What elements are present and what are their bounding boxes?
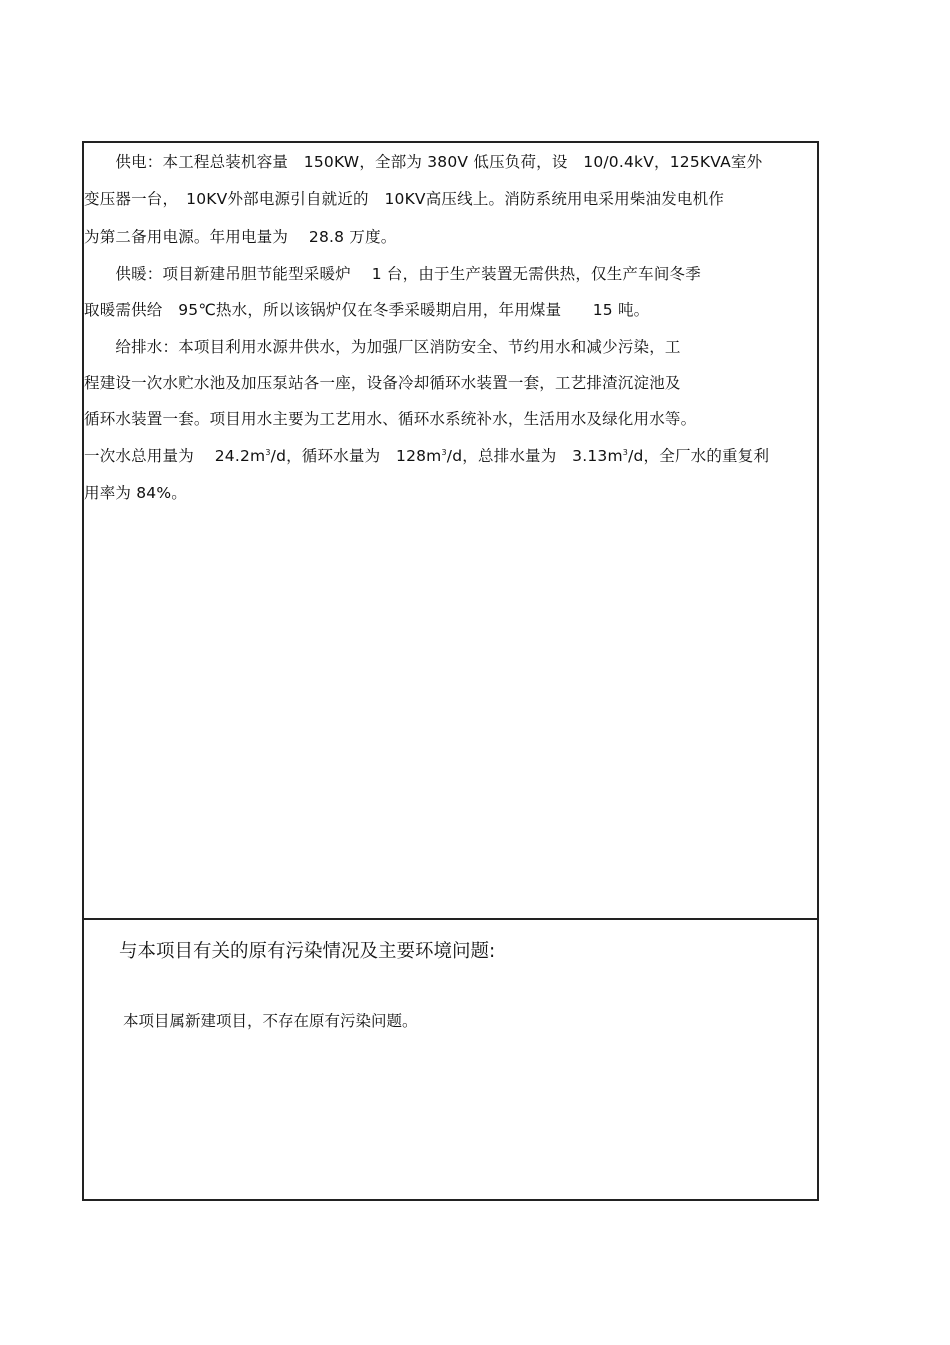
cubic-superscript: 3 [441, 447, 447, 457]
power-line-2: 变压器一台， 10KV外部电源引自就近的 10KV高压线上。消防系统用电采用柴油发电机作 [84, 190, 725, 208]
water-line-1: 给排水：本项目利用水源井供水，为加强厂区消防安全、节约用水和减少污染，工 [84, 338, 681, 356]
water-usage-part-1: 一次水总用量为 24.2m [84, 447, 266, 465]
cubic-superscript: 3 [265, 447, 271, 457]
cubic-superscript: 3 [622, 447, 629, 457]
heating-line-2: 取暖需供给 95℃热水，所以该锅炉仅在冬季采暖期启用，年用煤量 15 吨。 [84, 301, 650, 319]
water-usage-line [84, 446, 769, 466]
section-divider [84, 918, 817, 920]
water-usage-part-2: /d，循环水量为 128m [270, 447, 442, 465]
pollution-section-body: 本项目属新建项目，不存在原有污染问题。 [123, 1012, 418, 1030]
reuse-rate-line: 用率为 84%。 [84, 484, 187, 502]
pollution-section-title: 与本项目有关的原有污染情况及主要环境问题: [119, 941, 496, 962]
water-line-3: 循环水装置一套。项目用水主要为工艺用水、循环水系统补水，生活用水及绿化用水等。 [84, 410, 697, 428]
power-line-3: 为第二备用电源。年用电量为 28.8 万度。 [84, 228, 397, 246]
water-usage-part-3: /d，总排水量为 3.13m [446, 447, 623, 465]
heating-line-1: 供暖：项目新建吊胆节能型采暖炉 1 台，由于生产装置无需供热，仅生产车间冬季 [84, 265, 701, 283]
power-line-1: 供电：本工程总装机容量 150KW，全部为 380V 低压负荷，设 10/0.4kV，125KVA室外 [84, 153, 763, 171]
document-table-frame [82, 141, 819, 1201]
water-line-2: 程建设一次水贮水池及加压泵站各一座，设备冷却循环水装置一套，工艺排渣沉淀池及 [84, 374, 681, 392]
water-usage-part-4: /d，全厂水的重复利 [628, 447, 770, 465]
